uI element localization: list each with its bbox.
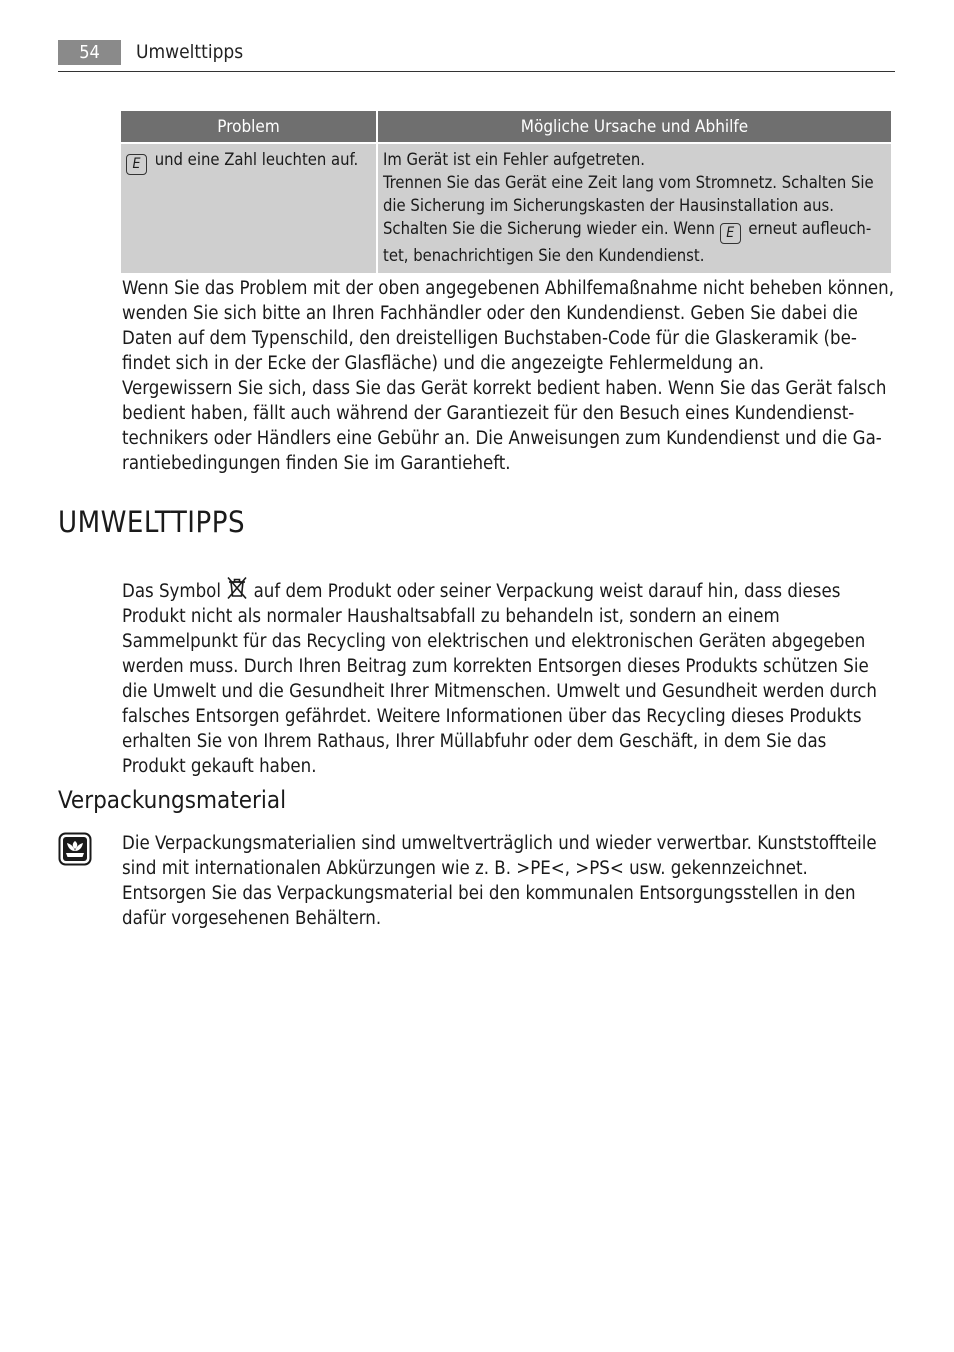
troubleshooting-table: [119, 109, 893, 275]
packaging-title: Verpackungsmaterial: [58, 786, 287, 814]
running-title: Umwelttipps: [136, 41, 244, 63]
column-header-problem: Problem: [121, 111, 376, 142]
paragraph-recycling: [122, 576, 894, 779]
remedy-tail: erneut aufleuchtet, benachrichtigen Sie den Kundendienst.: [383, 219, 872, 265]
crossed-bin-icon: [226, 576, 248, 600]
table-row: [121, 144, 891, 273]
symbol-text: auf dem Produkt oder seiner Verpackung weist darauf hin, dass dieses Produkt nicht als normaler Haushaltsabfall zu behandeln ist, sondern an einem Sammelpunkt für das Recycling von elektrischen und elektronischen Geräten abgegeben werden muss. Durch Ihren Beitrag zum korrekten Entsorgen dieses Produkts schützen Sie die Umwelt und die Gesundheit Ihrer Mitmenschen. Umwelt und Gesundheit werden durch falsches Entsorgen gefährdet. Weitere Informationen über das Recycling dieses Produkts erhalten Sie von Ihrem Rathaus, Ihrer Müllabfuhr oder dem Geschäft, in dem Sie das Produkt gekauft haben.: [122, 581, 877, 777]
environment-leaf-icon: [58, 832, 92, 866]
error-e-icon: E: [126, 154, 147, 175]
remedy-cell: [378, 144, 891, 273]
column-header-remedy: Mögliche Ursache und Abhilfe: [378, 111, 891, 142]
remedy-line: Im Gerät ist ein Fehler aufgetreten.: [383, 150, 646, 169]
page-number: 54: [58, 40, 121, 65]
error-e-icon: E: [720, 223, 741, 244]
page-header: [58, 40, 895, 72]
paragraph-warranty: Vergewissern Sie sich, dass Sie das Gerät korrekt bedient haben. Wenn Sie das Gerät falsch bedient haben, fällt auch während der Garantiezeit für den Besuch eines Kundendiensttechnikers oder Händlers eine Gebühr an. Die Anweisungen zum Kundendienst und die Garantiebedingungen finden Sie im Garantieheft.: [122, 378, 887, 474]
problem-cell: [121, 144, 376, 273]
remedy-line: [383, 217, 885, 267]
problem-text: und eine Zahl leuchten auf.: [154, 150, 359, 169]
symbol-intro: Das Symbol: [122, 581, 221, 602]
paragraph-packaging: Die Verpackungsmaterialien sind umweltverträglich und wieder verwertbar. Kunststoffteile sind mit internationalen Abkürzungen wie z. B. >PE<, >PS< usw. gekennzeichnet. Entsorgen Sie das Verpackungsmaterial bei den kommunalen Entsorgungsstellen in den dafür vorgesehenen Behältern.: [122, 833, 877, 929]
paragraph-service: Wenn Sie das Problem mit der oben angegebenen Abhilfemaßnahme nicht beheben können, wenden Sie sich bitte an Ihren Fachhändler oder den Kundendienst. Geben Sie dabei die Daten auf dem Typenschild, den dreistelligen Buchstaben-Code für die Glaskeramik (befindet sich in der Ecke der Glasfläche) und die angezeigte Fehlermeldung an.: [122, 278, 895, 374]
remedy-line: Trennen Sie das Gerät eine Zeit lang vom Stromnetz. Schalten Sie die Sicherung im Sicherungskasten der Hausinstallation aus.: [383, 173, 874, 215]
remedy-text: Schalten Sie die Sicherung wieder ein. Wenn: [383, 219, 715, 238]
section-title: UMWELTTIPPS: [58, 505, 246, 539]
table-header-row: [121, 111, 891, 142]
